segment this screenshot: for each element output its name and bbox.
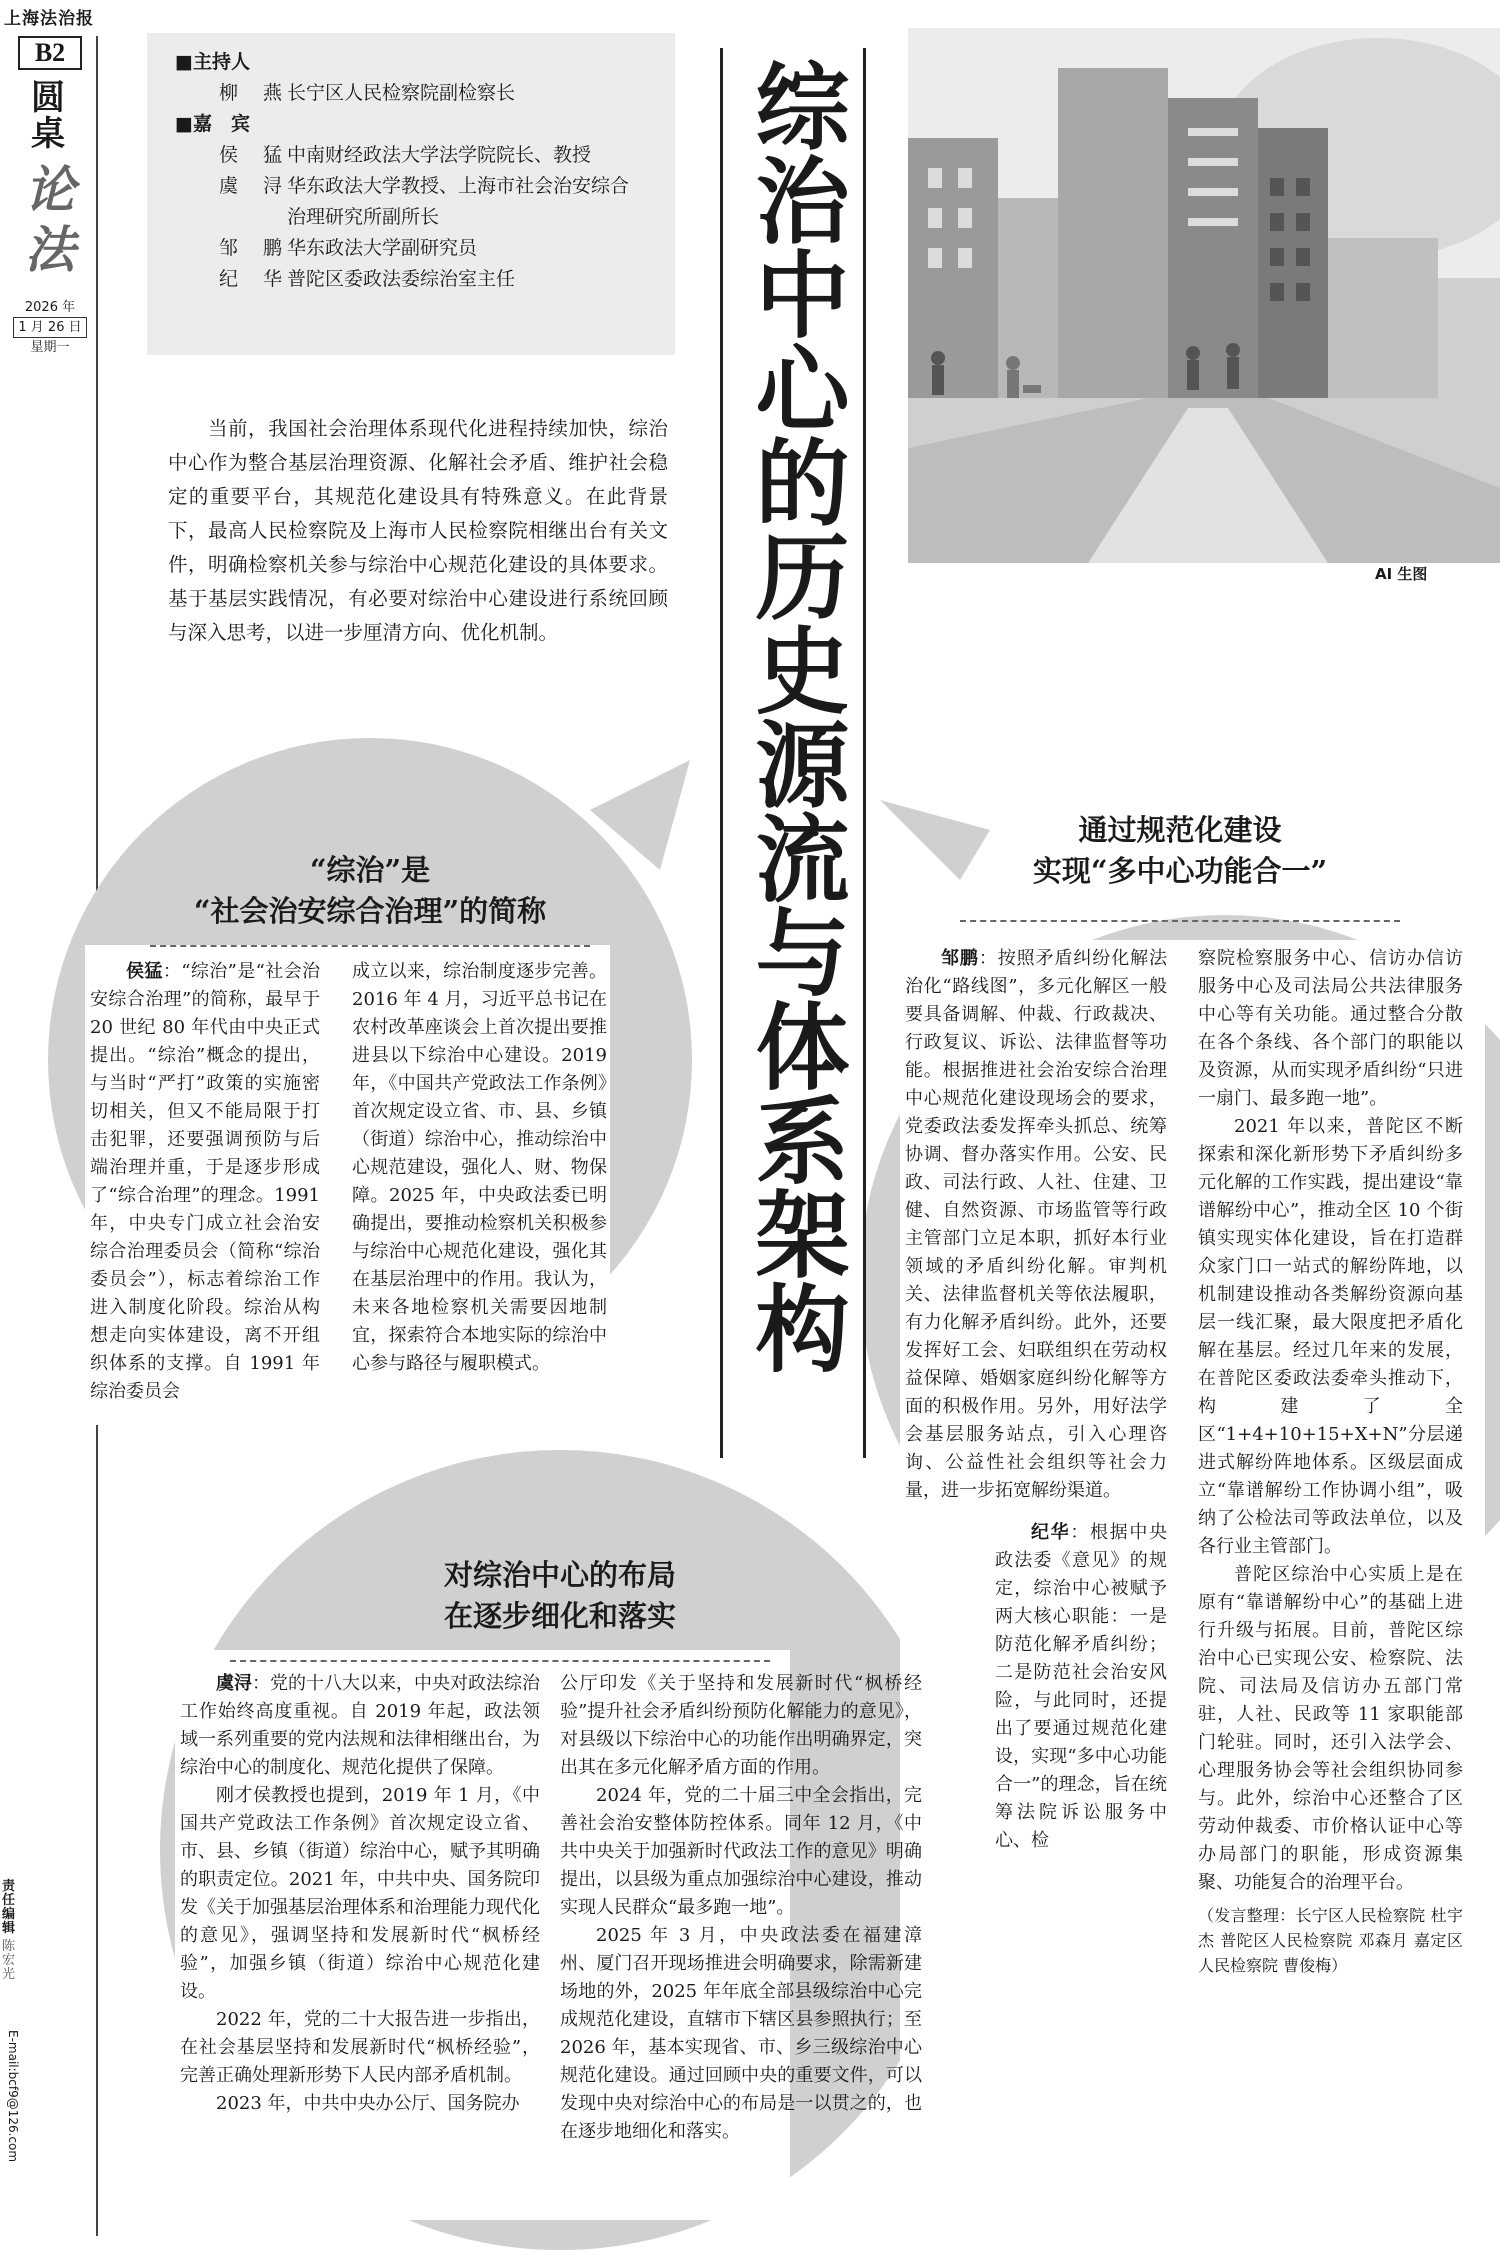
section2-col1-text: ：按照矛盾纠纷化解法治化“路线图”，多元化解区一般要具备调解、仲裁、行政裁决、行政复议、诉讼、法律监督等功能。根据推进社会治安综合治理中心规范化建设现场会的要求，党委政法委发挥牵头抓总、统筹协调、督办落实作用。公安、民政、司法行政、人社、住建、卫健、自然资源、市场监管等行政主管部门立足本职，抓好本行业领域的矛盾纠纷化解。审判机关、法律监督机关等依法履职，有力化解矛盾纠纷。此外，还要发挥好工会、妇联组织在劳动权益保障、婚姻家庭纠纷化解等方面的积极作用。另外，用好法学会基层服务站点，引入心理咨询、公益性社会组织等社会力量，进一步拓宽解纷渠道。 xyxy=(905,948,1168,1501)
section3-col1 xyxy=(180,1670,540,2118)
guest-title: 华东政法大学教授、上海市社会治安综合治理研究所副所长 xyxy=(287,175,630,228)
section-subname: 论法 xyxy=(25,160,75,279)
issue-day: 1 月 26 日 xyxy=(13,317,86,338)
guest-name: 邹 鹏 xyxy=(219,237,286,259)
issue-weekday: 星期一 xyxy=(30,340,70,355)
section2-col2-p3: 普陀区综治中心实质上是在原有“靠谱解纷中心”的基础上进行升级与拓展。目前，普陀区综治中心已实现公安、检察院、法院、司法局及信访办五部门常驻，人社、民政等 11 家职能部门轮驻。同时，还引入法学会、心理服务协会等社会组织协同参与。此外，综治中心还整合了区劳动仲裁委、市价格认证中心等办局部门的职能，形成资源集聚、功能复合的治理平台。 xyxy=(1198,1564,1463,1893)
issue-year: 2026 年 xyxy=(24,300,76,315)
section1-title-line1: “综治”是 xyxy=(309,853,431,887)
section3-col1-p3: 2022 年，党的二十大报告进一步指出，在社会基层坚持和发展新时代“枫桥经验”，完善正确处理新形势下人民内部矛盾机制。 xyxy=(180,2009,540,2086)
intro-paragraph: 当前，我国社会治理体系现代化进程持续加快，综治中心作为整合基层治理资源、化解社会矛盾、维护社会稳定的重要平台，其规范化建设具有特殊意义。在此背景下，最高人民检察院及上海市人民检察院相继出台有关文件，明确检察机关参与综治中心规范化建设的具体要求。基于基层实践情况，有必要对综治中心建设进行系统回顾与深入思考，以进一步厘清方向、优化机制。 xyxy=(168,417,668,644)
editor-name: 陈宏光 xyxy=(2,1939,16,1982)
guest-name: 虞 浔 xyxy=(219,175,286,197)
host-label: ■主持人 xyxy=(175,51,250,73)
page-number: B2 xyxy=(18,36,82,70)
section3-col2-p2: 2024 年，党的二十届三中全会指出，完善社会治安整体防控体系。同年 12 月，《中共中央关于加强新时代政法工作的意见》明确提出，以县级为重点加强综治中心建设，推动实现人民群众“最多跑一地”。 xyxy=(560,1785,922,1918)
section1-title xyxy=(150,850,590,932)
section2-title xyxy=(960,810,1400,892)
section3-col2-p3: 2025 年 3 月，中央政法委在福建漳州、厦门召开现场推进会明确要求，除需新建场地的外，2025 年年底全部县级综治中心完成规范化建设，直辖市下辖区县参照执行；至 2026 年，基本实现省、市、乡三级综治中心规范化建设。通过回顾中央的重要文件，可以发现中央对综治中心的布局是一以贯之的，也在逐步地细化和落实。 xyxy=(560,1925,922,2142)
guests-label: ■嘉 宾 xyxy=(175,113,250,135)
section3-col1-p1: ：党的十八大以来，中央对政法综治工作始终高度重视。自 2019 年起，政法领域一系列重要的党内法规和法律相继出台，为综治中心的制度化、规范化提供了保障。 xyxy=(180,1673,540,1778)
speaker-name: 邹鹏 xyxy=(941,948,979,969)
guest-name: 侯 猛 xyxy=(219,144,286,166)
section2-divider xyxy=(960,920,1400,922)
editor-label: 责任编辑 xyxy=(2,1879,16,1936)
guest-title: 普陀区委政法委综治室主任 xyxy=(287,268,516,290)
section1-title-line2: “社会治安综合治理”的简称 xyxy=(193,894,547,928)
section2-col1 xyxy=(905,945,1167,1855)
section3-title-line2: 在逐步细化和落实 xyxy=(443,1599,676,1633)
image-caption: AI 生图 xyxy=(1375,565,1428,583)
section2-col2-p2: 2021 年以来，普陀区不断探索和深化新形势下矛盾纠纷多元化解的工作实践，提出建设“靠谱解纷中心”，推动全区 10 个街镇实现实体化建设，旨在打造群众家门口一站式的解纷阵地，以机制建设推动各类解纷资源向基层一线汇聚，最大限度把矛盾化解在基层。经过几年来的发展，在普陀区委政法委牵头推动下，构建了全区“1+4+10+15+X+N”分层递进式解纷阵地体系。区级层面成立“靠谱解纷工作协调小组”，吸纳了公检法司等政法单位，以及各行业主管部门。 xyxy=(1198,1116,1463,1557)
section-name: 圆桌 xyxy=(31,78,65,154)
section2-col2 xyxy=(1198,945,1463,1978)
speaker-name: 纪华 xyxy=(1031,1522,1071,1543)
section1-col1 xyxy=(90,958,320,1406)
editor-note: （发言整理：长宁区人民检察院 杜宇杰 普陀区人民检察院 邓森月 嘉定区人民检察院 曹俊梅） xyxy=(1198,1906,1463,1975)
section3-title xyxy=(340,1555,780,1637)
section3-col2-p1: 公厅印发《关于坚持和发展新时代“枫桥经验”提升社会矛盾纠纷预防化解能力的意见》，对县级以下综治中心的功能作出明确界定，突出其在多元化解矛盾方面的作用。 xyxy=(560,1673,922,1778)
section1-divider xyxy=(150,945,590,947)
section1-col2-text: 成立以来，综治制度逐步完善。2016 年 4 月，习近平总书记在农村改革座谈会上首次提出要推进县以下综治中心建设。2019 年，《中国共产党政法工作条例》首次规定设立省、市、县、乡镇（街道）综治中心，推动综治中心规范建设，强化人、财、物保障。2025 年，中央政法委已明确提出，要推动检察机关积极参与综治中心规范化建设，强化其在基层治理中的作用。我认为，未来各地检察机关需要因地制宜，探索符合本地实际的综治中心参与路径与履职模式。 xyxy=(352,961,607,1374)
article-headline: 综治中心的历史源流与体系架构 xyxy=(739,58,848,1374)
editor-email: E-mail:bcf9@126.com xyxy=(6,2030,20,2163)
speaker-name: 侯猛 xyxy=(126,961,163,982)
section2-col1b-text: ：根据中央政法委《意见》的规定，综治中心被赋予两大核心职能：一是防范化解矛盾纠纷；二是防范社会治安风险，与此同时，还提出了要通过规范化建设，实现“多中心功能合一”的理念，旨在统筹法院诉讼服务中心、检 xyxy=(995,1522,1168,1851)
host-title: 长宁区人民检察院副检察长 xyxy=(287,82,516,104)
section3-col1-p2: 刚才侯教授也提到，2019 年 1 月，《中国共产党政法工作条例》首次规定设立省、市、县、乡镇（街道）综治中心，赋予其明确的职责定位。2021 年，中共中央、国务院印发《关于加强基层治理体系和治理能力现代化的意见》，强调坚持和发展新时代“枫桥经验”，加强乡镇（街道）综治中心规范化建设。 xyxy=(180,1785,540,2002)
guest-title: 中南财经政法大学法学院院长、教授 xyxy=(287,144,592,166)
section2-title-line2: 实现“多中心功能合一” xyxy=(1032,854,1328,888)
guest-name: 纪 华 xyxy=(219,268,286,290)
section3-divider xyxy=(230,1660,770,1662)
speaker-name: 虞浔 xyxy=(216,1673,252,1694)
headline-box xyxy=(720,48,866,1458)
guest-title: 华东政法大学副研究员 xyxy=(287,237,478,259)
section1-col2 xyxy=(352,958,607,1378)
host-name: 柳 燕 xyxy=(219,82,286,104)
section3-col2 xyxy=(560,1670,922,2146)
section3-col1-p4: 2023 年，中共中央办公厅、国务院办 xyxy=(216,2093,520,2114)
newspaper-name: 上海法治报 xyxy=(4,9,94,29)
section2-col2-p1: 察院检察服务中心、信访办信访服务中心及司法局公共法律服务中心等有关功能。通过整合分散在各个条线、各个部门的职能以及资源，从而实现矛盾纠纷“只进一扇门、最多跑一地”。 xyxy=(1198,948,1463,1109)
section3-title-line1: 对综治中心的布局 xyxy=(443,1558,676,1592)
section1-col1-text: ：“综治”是“社会治安综合治理”的简称，最早于 20 世纪 80 年代由中央正式提出。“综治”概念的提出，与当时“严打”政策的实施密切相关，但又不能局限于打击犯罪，还要强调预防与后端治理并重，于是逐步形成了“综合治理”的理念。1991 年，中央专门成立社会治安综合治理委员会（简称“综治委员会”），标志着综治工作进入制度化阶段。综治从构想走向实体建设，离不开组织体系的支撑。自 1991 年综治委员会 xyxy=(90,961,321,1402)
section2-title-line1: 通过规范化建设 xyxy=(1078,813,1282,847)
